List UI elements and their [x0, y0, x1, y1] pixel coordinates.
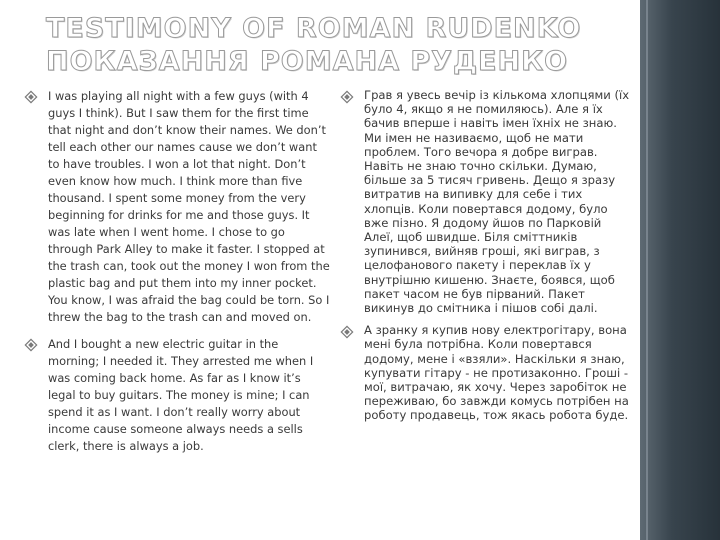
left-column-english: [24, 88, 330, 455]
list-item: [24, 336, 330, 455]
list-item-text: I was playing all night with a few guys (with 4 guys I think). But I saw them for the first time that night and don’t know their names. We don’t tell each other our names cause we don’t want to have troubles. I won a lot that night. Don’t even know how much. I think more than five thousand. I spent some money from the very beginning for drinks for me and those guys. It was late when I went home. I chose to go through Park Alley to make it faster. I stopped at the trash can, took out the money I won from the plastic bag and put them into my inner pocket. You know, I was afraid the bag could be torn. So I threw the bag to the trash can and moved on.: [48, 89, 330, 324]
hollow-square-bullet-icon: [24, 90, 38, 104]
list-item-text: А зранку я купив нову електрогітару, вона мені була потрібна. Коли повертався додому, мене і «взяли». Наскільки я знаю, купувати гітару - не протизаконно. Гроші - мої, витрачаю, як хочу. Через заробіток не переживаю, бо завжди комусь потрібен на роботу продавець, тож якась робота буде.: [364, 323, 629, 423]
slide-title: [46, 12, 606, 78]
list-item-text: And I bought a new electric guitar in the morning; I needed it. They arrested me when I was coming back home. As far as I know it’s legal to buy guitars. The money is mine; I can spend it as I want. I don’t really worry about income cause someone always needs a sells clerk, there is always a job.: [48, 337, 314, 453]
side-decoration-band: [640, 0, 720, 540]
list-item: [340, 323, 634, 422]
hollow-square-bullet-icon: [24, 338, 38, 352]
title-line-english: TESTIMONY OF ROMAN RUDENKO: [46, 13, 582, 44]
title-line-ukrainian: ПОКАЗАННЯ РОМАНА РУДЕНКО: [46, 46, 569, 77]
hollow-square-bullet-icon: [340, 325, 354, 339]
side-decoration-line: [646, 0, 648, 540]
hollow-square-bullet-icon: [340, 90, 354, 104]
list-item: [340, 88, 634, 315]
right-column-ukrainian: [340, 88, 634, 423]
list-item: [24, 88, 330, 326]
list-item-text: Грав я увесь вечір із кількома хлопцями (їх було 4, якщо я не помиляюсь). Але я їх бачив вперше і навіть імен їхніх не знаю. Ми імен не називаємо, щоб не мати проблем. Того вечора я добре виграв. Навіть не знаю точно скільки. Думаю, більше за 5 тисяч гривень. Дещо я зразу витратив на випивку для себе і тих хлопців. Коли повертався додому, було вже пізно. Я додому йшов по Парковій Алеї, щоб швидше. Біля сміттників зупинився, вийняв гроші, які виграв, з целофанового пакету і переклав їх у внутрішню кишеню. Знаєте, боявся, щоб пакет часом не був пірваний. Пакет викинув до смітника і пішов собі далі.: [364, 88, 630, 316]
